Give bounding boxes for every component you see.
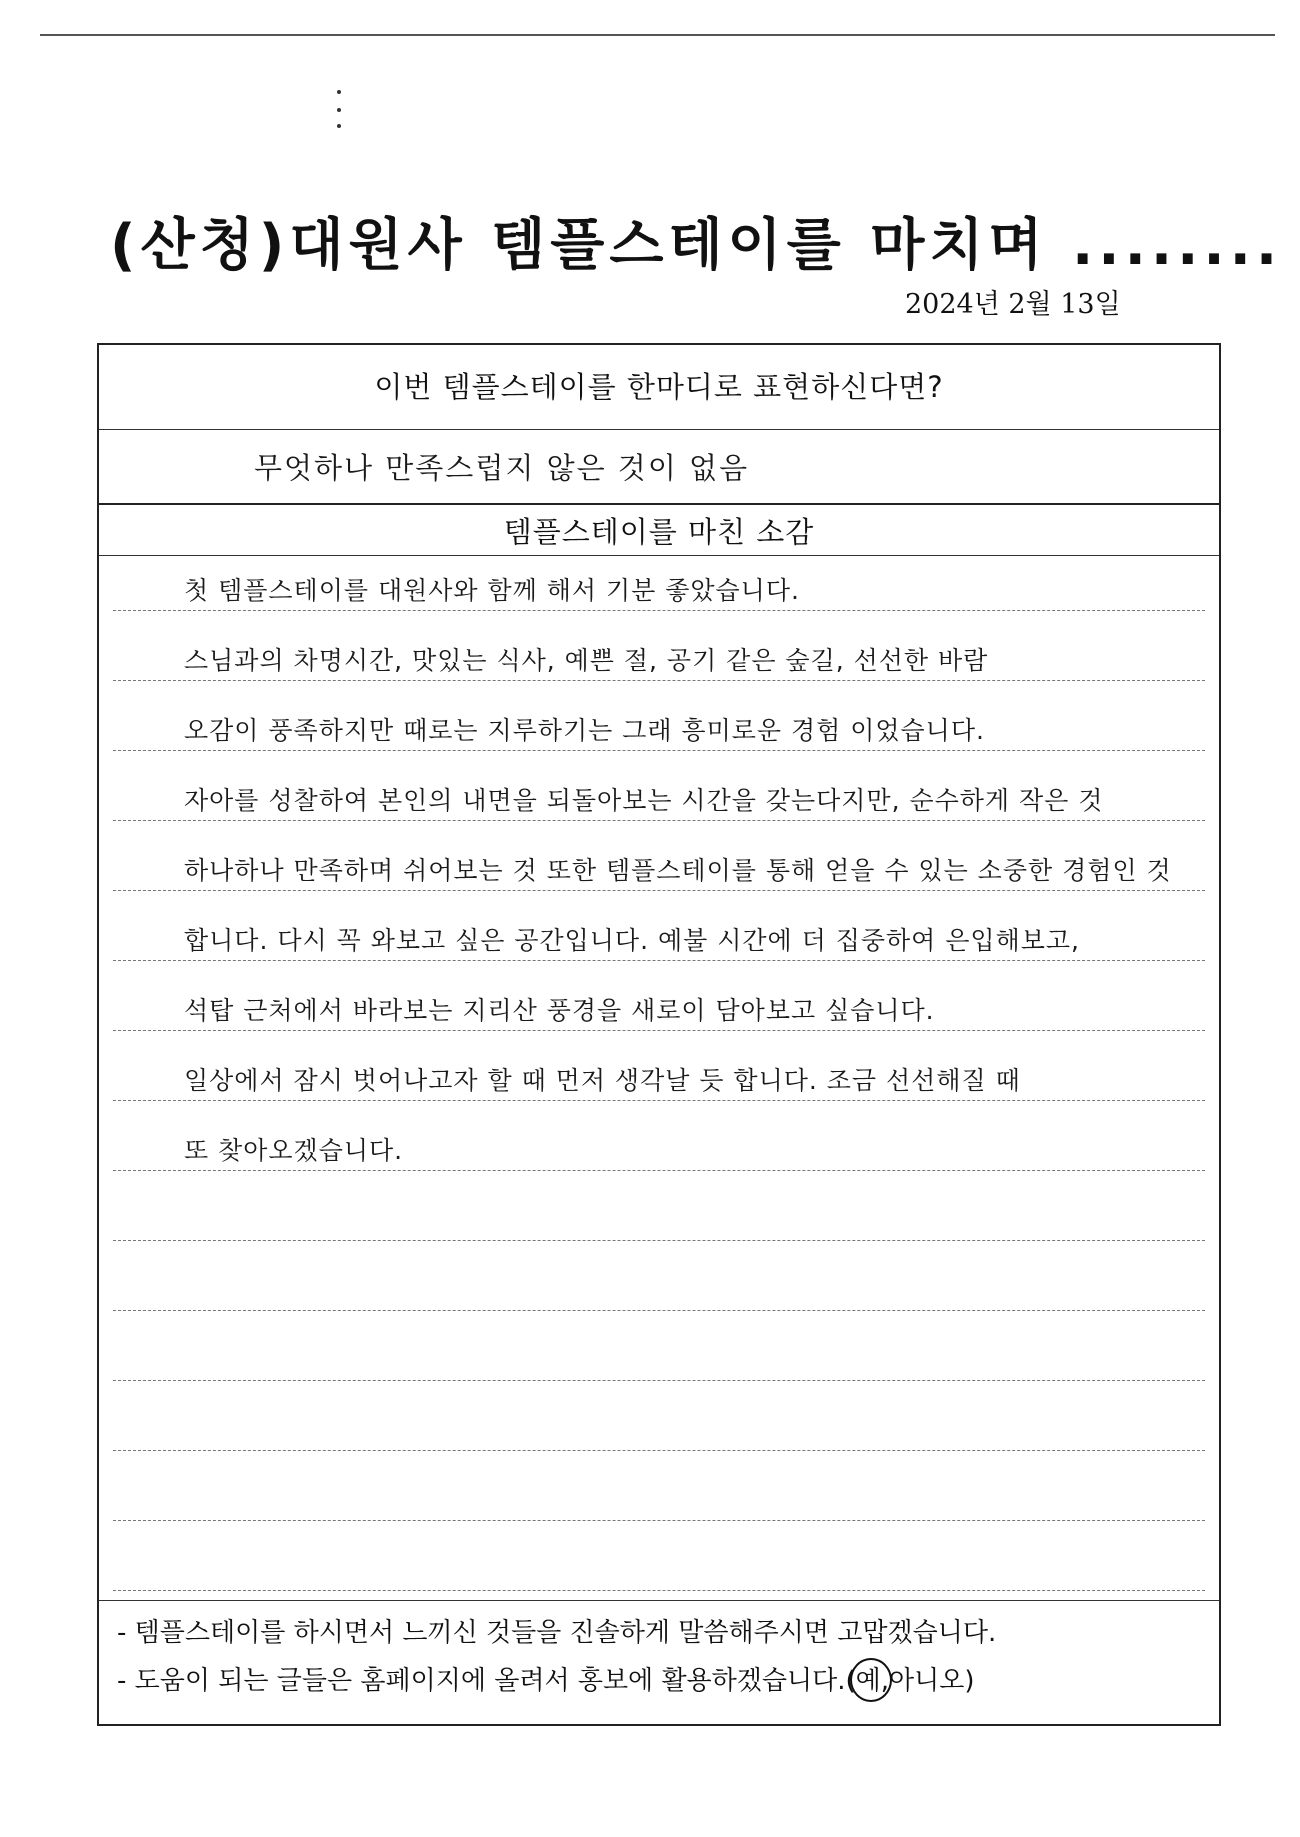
handwritten-date: 2024년 2월 13일 (905, 289, 1121, 320)
impression-line: 자아를 성찰하여 본인의 내면을 되돌아보는 시간을 갖는다지만, 순수하게 작은 것 (184, 786, 1104, 815)
form-divider (99, 503, 1219, 505)
writing-line (113, 820, 1205, 821)
consent-text: - 도움이 되는 글들은 홈페이지에 올려서 홍보에 활용하겠습니다.( (117, 1666, 856, 1696)
writing-line (113, 960, 1205, 961)
impression-line: 오감이 풍족하지만 때로는 지루하기는 그래 흥미로운 경험 이었습니다. (184, 716, 985, 745)
margin-dot (337, 90, 341, 94)
form-divider (99, 555, 1219, 556)
impression-line: 합니다. 다시 꼭 와보고 싶은 공간입니다. 예불 시간에 더 집중하여 은입해보고, (184, 926, 1080, 955)
writing-line (113, 1380, 1205, 1381)
top-rule (40, 34, 1275, 36)
margin-dot (337, 108, 341, 112)
impression-line: 첫 템플스테이를 대원사와 함께 해서 기분 좋았습니다. (184, 576, 800, 605)
impression-line: 하나하나 만족하며 쉬어보는 것 또한 템플스테이를 통해 얻을 수 있는 소중한 경험인 것 (184, 856, 1172, 885)
margin-dot (337, 124, 341, 128)
writing-line (113, 1590, 1205, 1591)
writing-line (113, 1310, 1205, 1311)
impression-line: 일상에서 잠시 벗어나고자 할 때 먼저 생각날 듯 합니다. 조금 선선해질 때 (184, 1066, 1021, 1095)
writing-line (113, 1240, 1205, 1241)
question-heading: 이번 템플스테이를 한마디로 표현하신다면? (374, 370, 944, 404)
writing-line (113, 680, 1205, 681)
impression-line: 또 찾아오겠습니다. (184, 1136, 404, 1165)
impression-line: 스님과의 차명시간, 맛있는 식사, 예쁜 절, 공기 같은 숲길, 선선한 바람 (184, 646, 989, 675)
question-answer: 무엇하나 만족스럽지 않은 것이 없음 (254, 451, 750, 485)
writing-line (113, 1520, 1205, 1521)
survey-form (97, 343, 1221, 1726)
impression-heading: 템플스테이를 마친 소감 (503, 515, 815, 549)
page-title: (산청)대원사 템플스테이를 마치며 ........ (110, 213, 1283, 278)
writing-line (113, 890, 1205, 891)
footer-note-consent (117, 1663, 975, 1699)
writing-line (113, 1170, 1205, 1171)
writing-line (113, 1100, 1205, 1101)
footer-note: - 템플스테이를 하시면서 느끼신 것들을 진솔하게 말씀해주시면 고맙겠습니다. (117, 1618, 997, 1648)
impression-line: 석탑 근처에서 바라보는 지리산 풍경을 새로이 담아보고 싶습니다. (184, 996, 935, 1025)
writing-line (113, 1450, 1205, 1451)
form-divider (99, 429, 1219, 430)
consent-yes-option: 예 (856, 1663, 881, 1699)
writing-line (113, 610, 1205, 611)
consent-text-end: ,아니오) (880, 1666, 975, 1696)
writing-line (113, 1030, 1205, 1031)
writing-line (113, 750, 1205, 751)
footer-divider (99, 1600, 1219, 1601)
